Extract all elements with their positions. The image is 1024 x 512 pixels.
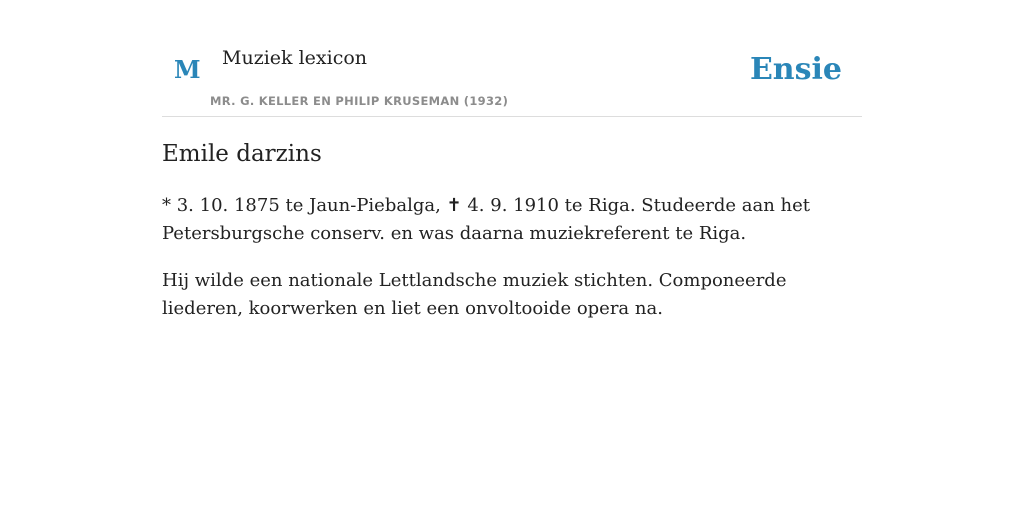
book-title-link[interactable]: Muziek lexicon [222,47,368,69]
book-header [162,0,862,117]
entry-article [162,138,852,342]
book-letter-icon[interactable]: M [174,55,201,84]
entry-paragraph-2: Hij wilde een nationale Lettlandsche muziek stichten. Componeerde liederen, koorwerken en liet een onvoltooide opera na. [162,270,787,319]
book-authors: MR. G. KELLER EN PHILIP KRUSEMAN (1932) [210,94,509,108]
ensie-logo[interactable]: Ensie [749,52,842,87]
entry-paragraph-1: * 3. 10. 1875 te Jaun-Piebalga, ✝ 4. 9. 1910 te Riga. Studeerde aan het Petersburgsche conserv. en was daarna muziekreferent te Riga. [162,195,811,244]
entry-title: Emile darzins [162,141,322,167]
